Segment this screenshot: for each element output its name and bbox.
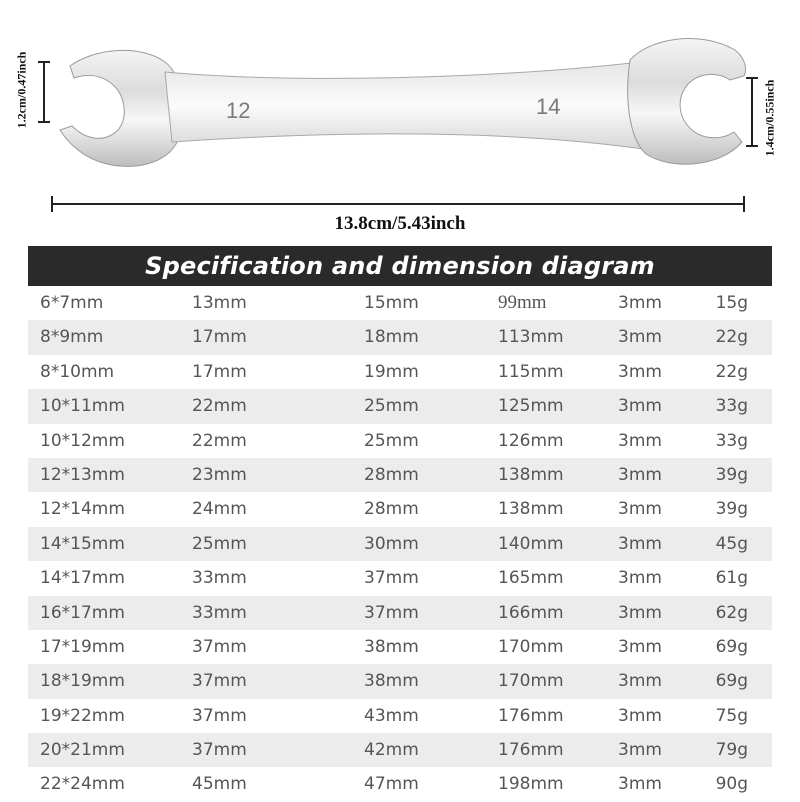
weight-cell: 62g xyxy=(715,602,748,623)
table-row xyxy=(28,664,772,698)
wrench-left-head xyxy=(60,50,182,166)
weight-cell: 22g xyxy=(715,327,748,348)
weight-cell: 39g xyxy=(715,464,748,485)
width-b-cell: 38mm xyxy=(364,636,419,657)
weight-cell: 75g xyxy=(715,705,748,726)
length-cell: 176mm xyxy=(498,740,564,761)
length-cell: 140mm xyxy=(498,533,564,554)
weight-cell: 69g xyxy=(715,636,748,657)
length-cell: 198mm xyxy=(498,774,564,795)
width-a-cell: 37mm xyxy=(192,705,247,726)
size-cell: 6*7mm xyxy=(40,293,104,313)
spec-table-title: Specification and dimension diagram xyxy=(28,246,772,286)
wrench-right-size: 14 xyxy=(536,94,561,119)
table-row xyxy=(28,527,772,561)
right-opening-dimension: 1.4cm/0.55inch xyxy=(762,79,777,157)
width-b-cell: 37mm xyxy=(364,602,419,623)
table-row xyxy=(28,389,772,423)
length-cell: 166mm xyxy=(498,602,564,623)
table-row xyxy=(28,492,772,526)
size-cell: 16*17mm xyxy=(40,602,125,623)
length-cell: 125mm xyxy=(498,396,564,417)
table-row xyxy=(28,424,772,458)
width-a-cell: 25mm xyxy=(192,533,247,554)
weight-cell: 61g xyxy=(715,568,748,589)
table-row xyxy=(28,596,772,630)
wrench-right-head xyxy=(628,39,746,165)
width-a-cell: 24mm xyxy=(192,499,247,520)
thickness-cell: 3mm xyxy=(618,636,662,657)
left-opening-dimension: 1.2cm/0.47inch xyxy=(14,51,29,129)
wrench-left-size: 12 xyxy=(226,98,251,123)
weight-cell: 15g xyxy=(715,293,748,313)
size-cell: 12*13mm xyxy=(40,464,125,485)
weight-cell: 79g xyxy=(715,740,748,761)
width-b-cell: 28mm xyxy=(364,499,419,520)
width-a-cell: 37mm xyxy=(192,740,247,761)
size-cell: 19*22mm xyxy=(40,705,125,726)
length-cell: 138mm xyxy=(498,499,564,520)
weight-cell: 90g xyxy=(715,774,748,795)
size-cell: 14*15mm xyxy=(40,533,125,554)
weight-cell: 45g xyxy=(715,533,748,554)
table-row xyxy=(28,767,772,801)
table-row xyxy=(28,286,772,320)
thickness-cell: 3mm xyxy=(618,327,662,348)
table-row xyxy=(28,699,772,733)
size-cell: 10*11mm xyxy=(40,396,125,417)
thickness-cell: 3mm xyxy=(618,430,662,451)
size-cell: 17*19mm xyxy=(40,636,125,657)
table-row xyxy=(28,561,772,595)
length-cell: 170mm xyxy=(498,671,564,692)
weight-cell: 69g xyxy=(715,671,748,692)
length-cell: 170mm xyxy=(498,636,564,657)
width-b-cell: 37mm xyxy=(364,568,419,589)
width-b-cell: 25mm xyxy=(364,430,419,451)
table-row xyxy=(28,733,772,767)
width-a-cell: 17mm xyxy=(192,327,247,348)
length-cell: 176mm xyxy=(498,705,564,726)
length-cell: 126mm xyxy=(498,430,564,451)
table-row xyxy=(28,630,772,664)
length-cell: 138mm xyxy=(498,464,564,485)
wrench-image xyxy=(0,0,800,240)
right-dimension-line xyxy=(746,78,758,146)
width-a-cell: 22mm xyxy=(192,430,247,451)
weight-cell: 33g xyxy=(715,430,748,451)
length-cell: 113mm xyxy=(498,327,564,348)
size-cell: 14*17mm xyxy=(40,568,125,589)
size-cell: 10*12mm xyxy=(40,430,125,451)
width-a-cell: 37mm xyxy=(192,636,247,657)
weight-cell: 33g xyxy=(715,396,748,417)
width-b-cell: 28mm xyxy=(364,464,419,485)
thickness-cell: 3mm xyxy=(618,671,662,692)
length-cell: 99mm xyxy=(498,292,547,313)
left-dimension-line xyxy=(38,62,50,122)
thickness-cell: 3mm xyxy=(618,602,662,623)
thickness-cell: 3mm xyxy=(618,293,662,313)
thickness-cell: 3mm xyxy=(618,396,662,417)
width-b-cell: 25mm xyxy=(364,396,419,417)
length-cell: 115mm xyxy=(498,361,564,382)
table-row xyxy=(28,458,772,492)
width-b-cell: 43mm xyxy=(364,705,419,726)
width-a-cell: 22mm xyxy=(192,396,247,417)
size-cell: 8*9mm xyxy=(40,327,104,348)
width-a-cell: 13mm xyxy=(192,293,247,313)
width-b-cell: 42mm xyxy=(364,740,419,761)
length-cell: 165mm xyxy=(498,568,564,589)
width-b-cell: 18mm xyxy=(364,327,419,348)
width-b-cell: 47mm xyxy=(364,774,419,795)
width-b-cell: 30mm xyxy=(364,533,419,554)
wrench-illustration xyxy=(0,0,800,240)
width-b-cell: 38mm xyxy=(364,671,419,692)
thickness-cell: 3mm xyxy=(618,774,662,795)
size-cell: 12*14mm xyxy=(40,499,125,520)
thickness-cell: 3mm xyxy=(618,740,662,761)
thickness-cell: 3mm xyxy=(618,705,662,726)
table-row xyxy=(28,320,772,354)
width-a-cell: 37mm xyxy=(192,671,247,692)
width-b-cell: 19mm xyxy=(364,361,419,382)
width-a-cell: 45mm xyxy=(192,774,247,795)
width-a-cell: 33mm xyxy=(192,602,247,623)
size-cell: 18*19mm xyxy=(40,671,125,692)
thickness-cell: 3mm xyxy=(618,499,662,520)
width-b-cell: 15mm xyxy=(364,293,419,313)
width-a-cell: 23mm xyxy=(192,464,247,485)
size-cell: 22*24mm xyxy=(40,774,125,795)
thickness-cell: 3mm xyxy=(618,361,662,382)
width-a-cell: 17mm xyxy=(192,361,247,382)
size-cell: 20*21mm xyxy=(40,740,125,761)
weight-cell: 39g xyxy=(715,499,748,520)
length-dimension: 13.8cm/5.43inch xyxy=(334,213,466,234)
length-dimension-line xyxy=(52,196,744,212)
spec-table xyxy=(28,286,772,802)
weight-cell: 22g xyxy=(715,361,748,382)
width-a-cell: 33mm xyxy=(192,568,247,589)
thickness-cell: 3mm xyxy=(618,464,662,485)
thickness-cell: 3mm xyxy=(618,533,662,554)
thickness-cell: 3mm xyxy=(618,568,662,589)
table-row xyxy=(28,355,772,389)
size-cell: 8*10mm xyxy=(40,361,115,382)
